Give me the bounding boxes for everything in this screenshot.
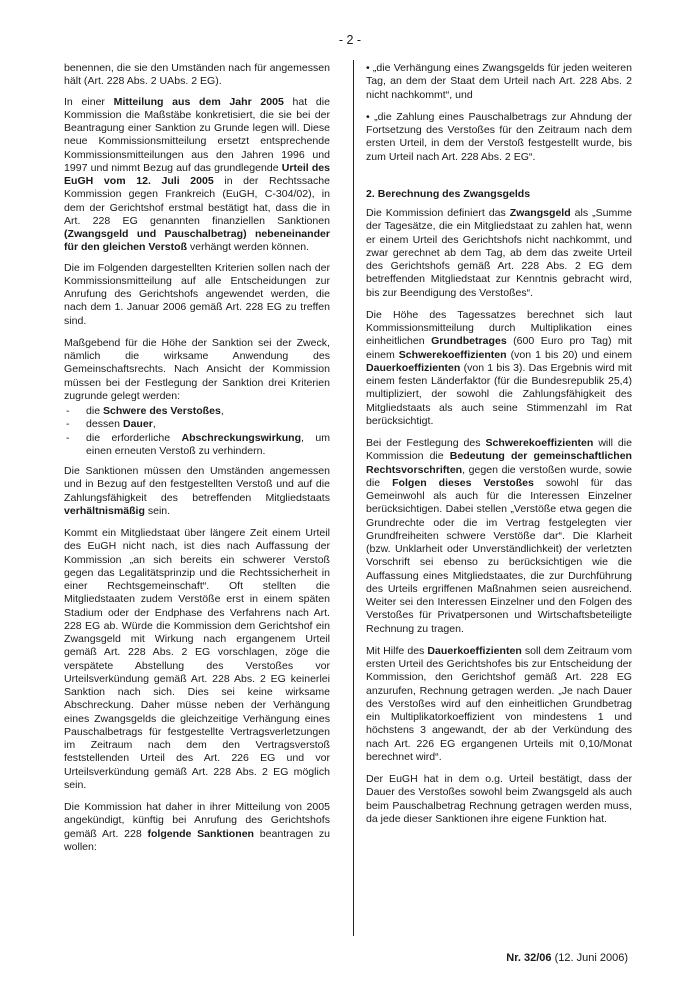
left-column [64,62,330,861]
paragraph: In einer Mitteilung aus dem Jahr 2005 hat die Kommission die Maßstäbe konkretisiert, die sie bei der Beantragung einer Sanktion zu Grunde legen will. Diese neue Kommissionsmitteilung ersetzt entsprechende Kommissionsmitteilungen aus den Jahren 1996 und 1997 und nimmt Bezug auf das grundlegende Urteil des EuGH vom 12. Juli 2005 in der Rechtssache Kommission gegen Frankreich (EuGH, C-304/02), in dem der Gerichtshof erstmal bestätigt hat, dass die in Art. 228 EG genannten finanziellen Sanktionen (Zwangsgeld und Pauschalbetrag) nebeneinander für den gleichen Verstoß verhängt werden können. [64,95,330,254]
paragraph: Mit Hilfe des Dauerkoeffizienten soll dem Zeitraum vom ersten Urteil des Gerichtshofes bis zur Entscheidung der Kommission, den Gerichtshof gemäß Art. 228 EG anzurufen, Rechnung getragen werden. „Je nach Dauer des Verstoßes wird auf den einheitlichen Grundbetrag ein Multiplikatorkoeffizient von mindestens 1 und höchstens 3 angewandt, der ab der Verkündung des nach Art. 226 EG ergangenen Urteils mit 0,10/Monat berechnet wird“. [366,644,632,763]
issue-date: (12. Juni 2006) [554,952,628,964]
paragraph: Die Kommission definiert das Zwangsgeld als „Summe der Tagesätze, die ein Mitgliedstaat zu zahlen hat, wenn er einem Urteil des Gerichtshofs nicht nachkommt, und zwar gerechnet ab dem Tag, ab dem das zweite Urteil des Gerichtshofs gemäß Art. 228 Abs. 2 EG dem betreffenden Mitgliedstaat zur Kenntnis gebracht wird, bis zur Beendigung des Verstoßes“. [366,207,632,299]
column-divider [353,60,354,936]
paragraph: Bei der Festlegung des Schwerekoeffizienten will die Kommission die Bedeutung der gemeinschaftlichen Rechtsvorschriften, gegen die verstoßen wurde, sowie die Folgen dieses Verstoßes sowohl für das Gemeinwohl als auch für die Interessen Einzelner berücksichtigen. Dabei stellen „Verstöße etwa gegen die Grundrechte oder die im Vertrag festgelegten vier Grundfreiheiten schwere Verstöße dar“. Die Klarheit (bzw. Unklarheit oder Unverständlichkeit) der verletzten Vorschrift sei ebenso zu berücksichtigen wie die Auffassung eines Mitgliedstaates, die zur Durchführung des Urteils ergriffenen Maßnahmen seien ausreichend. Weiter sei den Interessen Einzelner und den Folgen des Verstoßes für Privatpersonen und Wirtschaftsbeteiligte Rechnung zu tragen. [366,437,633,635]
issue-footer [506,952,628,964]
paragraph: Kommt ein Mitgliedstaat über längere Zeit einem Urteil des EuGH nicht nach, ist dies nach Auffassung der Kommission „an sich bereits ein schwerer Verstoß gegen das Legalitätsprinzip und die Rechtssicherheit in einer Rechtsgemeinschaft“. Oft stellten die Mitgliedstaaten zudem Verstöße erst in einem späten Stadium oder der Endphase des Verfahrens nach Art. 228 EG ab. Würde die Kommission dem Gerichtshof ein Zwangsgeld mit Wirkung nach ergangenem Urteil gemäß Art. 228 Abs. 2 EG vorschlagen, zöge die verspätete Abstellung des Verstoßes vor Urteilsverkündung gemäß Art. 228 Abs. 2 EG keinerlei Sanktion nach sich. Dies sei keine wirksame Abschreckung. Daher müsse neben der Verhängung eines Zwangsgelds die gleichzeitige Verhängung eines Pauschalbetrags für festgestellte Vertragsverletzungen im Zeitraum nach dem den Vertragsverstoß feststellenden Urteil des Art. 226 EG und vor Urteilsverkündung gemäß Art. 228 Abs. 2 EG möglich sein. [64,527,330,791]
paragraph: Die Kommission hat daher in ihrer Mitteilung von 2005 angekündigt, künftig bei Anrufung des Gerichtshofs gemäß Art. 228 folgende Sanktionen beantragen zu wollen: [64,801,330,853]
paragraph: Die Höhe des Tagessatzes berechnet sich laut Kommissionsmitteilung durch Multiplikation eines einheitlichen Grundbetrages (600 Euro pro Tag) mit einem Schwerekoeffizienten (von 1 bis 20) und einem Dauerkoeffizienten (von 1 bis 3). Das Ergebnis wird mit einem festen Länderfaktor (für die Bundesrepublik 25,4) multipliziert, der sowohl die Zahlungsfähigkeit des Mitgliedstaats als auch seine Stimmenzahl im Rat berücksichtigt. [366,308,633,427]
bullet-item: • „die Zahlung eines Pauschalbetrags zur Ahndung der Fortsetzung des Verstoßes für den Zeitraum nach dem ersten Urteil, in dem der Verstoß festgestellt wurde, bis zum Urteil nach Art. 228 Abs. 2 EG“. [366,110,632,163]
section-heading: 2. Berechnung des Zwangsgelds [366,187,531,200]
page-number: - 2 - [338,33,362,47]
list-item: - dessen Dauer, [64,418,330,431]
bullet-item: • „die Verhängung eines Zwangsgelds für jeden weiteren Tag, an dem der Staat dem Urteil nach Art. 228 Abs. 2 nicht nachkommt“, und [366,62,632,101]
paragraph: Die Sanktionen müssen den Umständen angemessen und in Bezug auf den festgestellten Verstoß und auf die Zahlungsfähigkeit des betreffenden Mitgliedstaats verhältnismäßig sein. [64,465,330,517]
paragraph: Die im Folgenden dargestellten Kriterien sollen nach der Kommissionsmitteilung auf alle Entscheidungen zur Anrufung des Gerichtshofs angewendet werden, die nach dem 1. Januar 2006 gemäß Art. 228 EG zu treffen sind. [64,261,330,327]
issue-number: Nr. 32/06 [506,952,552,964]
paragraph: Der EuGH hat in dem o.g. Urteil bestätigt, dass der Dauer des Verstoßes sowohl beim Zwangsgeld als auch beim Pauschalbetrag Rechnung getragen werden muss, da jede dieser Sanktionen ihre eigene Funktion hat. [366,773,632,825]
criteria-list [64,405,330,458]
paragraph: benennen, die sie den Umständen nach für angemessen hält (Art. 228 Abs. 2 UAbs. 2 EG). [64,62,330,88]
list-item: - die erforderliche Abschreckungswirkung, um einen erneuten Verstoß zu verhindern. [64,432,330,459]
list-item: - die Schwere des Verstoßes, [64,405,330,418]
paragraph: Maßgebend für die Höhe der Sanktion sei der Zweck, nämlich die wirksame Anwendung des Gemeinschaftsrechts. Nach Ansicht der Kommission müssen bei der Festlegung der Sanktion drei Kriterien zugrunde gelegt werden: [64,336,330,402]
right-column [366,62,632,833]
